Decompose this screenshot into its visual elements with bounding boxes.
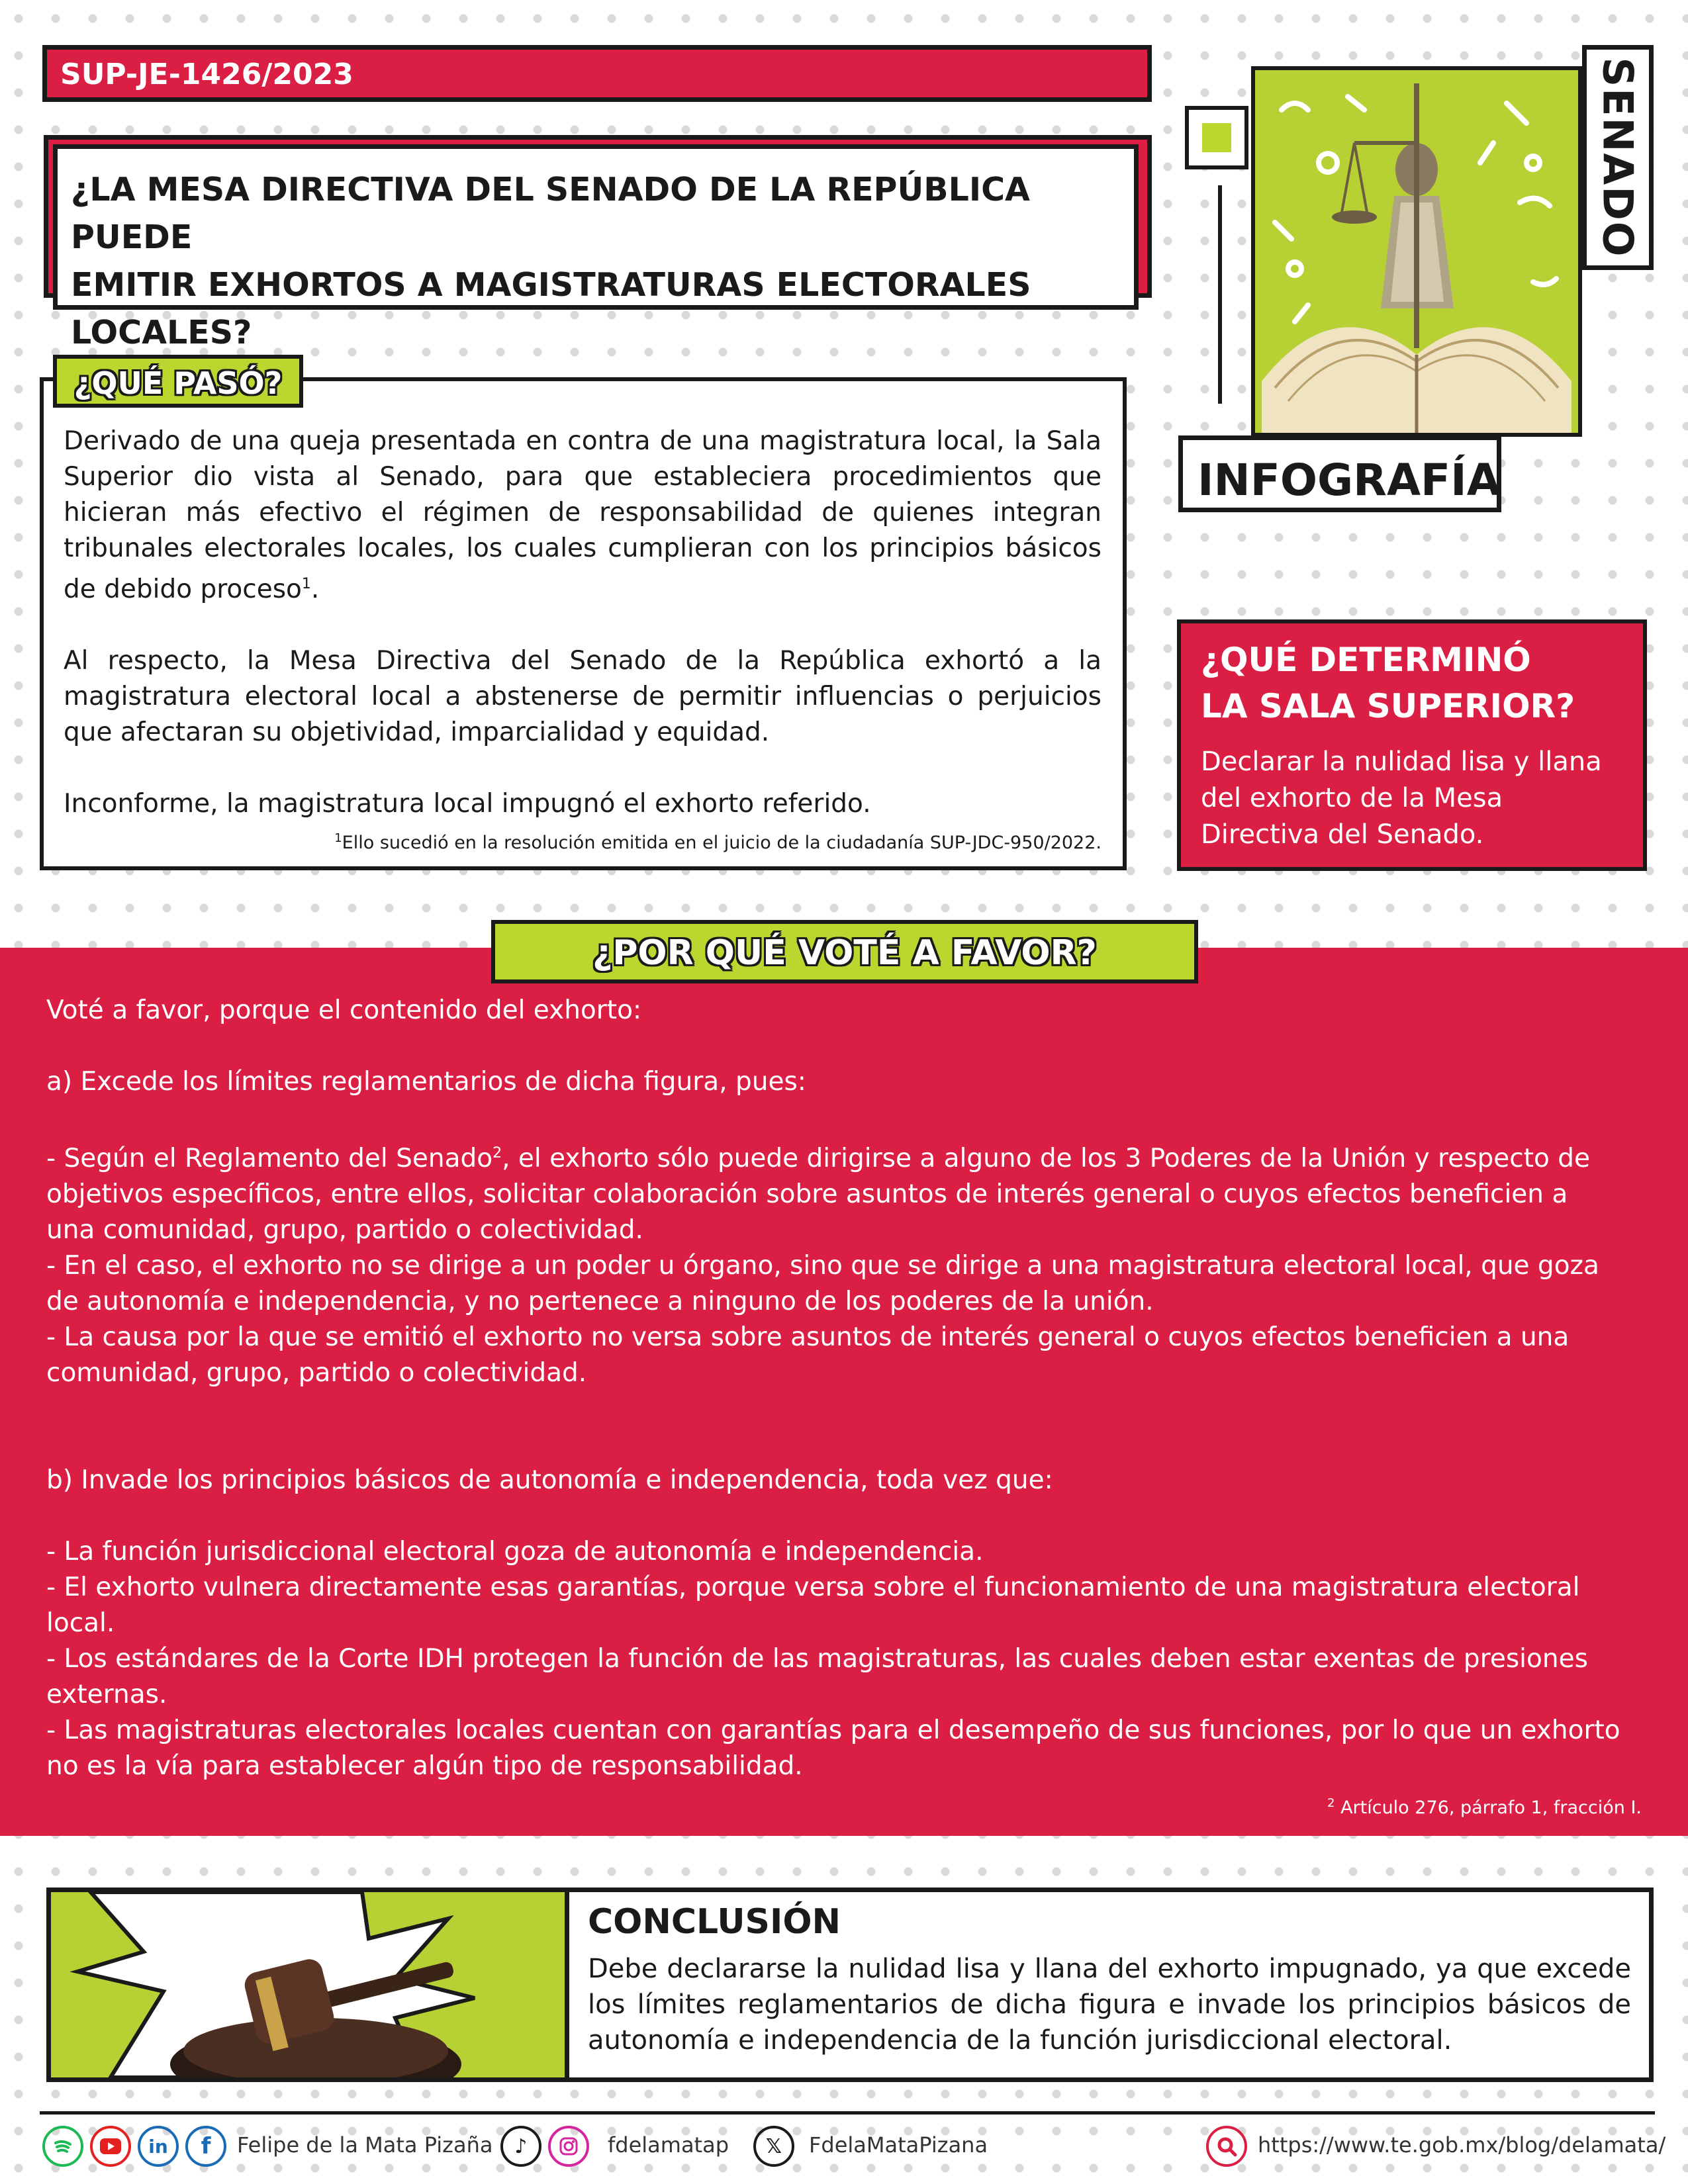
vote-a-item-3-line-2: comunidad, grupo, partido o colectividad.	[46, 1358, 587, 1388]
paragraph-1-text: Derivado de una queja presentada en contra de una magistratura local, la Sala Superior dio vista al Senado, para que estableciera procedimientos que hicieran más efectivo el régimen de responsabilidad de quienes integran tribunales electorales locales, los cuales cumplieran con los principios básicos de debido proceso	[64, 426, 1102, 604]
determination-text: Declarar la nulidad lisa y llana del exhorto de la Mesa Directiva del Senado.	[1201, 747, 1602, 850]
instagram-icon[interactable]	[548, 2126, 589, 2167]
vote-tag	[491, 920, 1198, 983]
decorative-line	[1218, 185, 1222, 404]
vote-b-item-1: - La función jurisdiccional electoral goza de autonomía e independencia.	[46, 1537, 984, 1567]
youtube-icon[interactable]	[90, 2126, 131, 2167]
footnote-1-text: Ello sucedió en la resolución emitida en el juicio de la ciudadanía SUP-JDC-950/2022.	[342, 833, 1102, 853]
vote-b-item-2-line-1: - El exhorto vulnera directamente esas garantías, porque versa sobre el funcionamiento de una magistratura electoral	[46, 1572, 1580, 1602]
footnote-1	[334, 831, 1102, 853]
vote-tag-label: ¿POR QUÉ VOTÉ A FAVOR?	[592, 933, 1097, 973]
x-icon[interactable]: 𝕏	[753, 2126, 794, 2167]
vote-a-item-1-line-3: una comunidad, grupo, partido o colectividad.	[46, 1215, 643, 1245]
decorative-square-fill	[1202, 123, 1231, 152]
case-number: SUP-JE-1426/2023	[60, 58, 353, 91]
footer-name: Felipe de la Mata Pizaña	[237, 2132, 493, 2158]
conclusion-title: CONCLUSIÓN	[588, 1902, 841, 1942]
what-happened-paragraph-2: Al respecto, la Mesa Directiva del Senado de la República exhortó a la magistratura electoral local a abstenerse de permitir influencias o perjuicios que afectaran su objetividad, imparcialidad y equidad.	[64, 646, 1102, 747]
vote-a-item-1-line-2: objetivos específicos, entre ellos, solicitar colaboración sobre asuntos de interés general o cuyos efectos beneficien a	[46, 1179, 1568, 1209]
footnote-1-mark: 1	[334, 831, 342, 845]
case-number-bar	[42, 45, 1152, 102]
question-line-1: ¿LA MESA DIRECTIVA DEL SENADO DE LA REPÚBLICA PUEDE	[71, 171, 1030, 256]
question-box	[53, 144, 1139, 351]
question-line-3: LOCALES?	[71, 314, 252, 351]
footer-x-handle: FdelaMataPizana	[809, 2132, 988, 2158]
vote-b-item-4-line-2: no es la vía para establecer algún tipo de responsabilidad.	[46, 1751, 803, 1781]
vote-a-item-2-line-1: - En el caso, el exhorto no se dirige a un poder u órgano, sino que se dirige a una magistratura electoral local, que goza	[46, 1251, 1599, 1281]
senado-label-text: SENADO	[1593, 57, 1642, 258]
gavel-illustration	[51, 1892, 565, 2077]
vote-a-item-1-line-1	[46, 1136, 1648, 1177]
infografia-label	[1178, 435, 1501, 512]
facebook-icon[interactable]: f	[185, 2126, 226, 2167]
vote-b-item-3-line-1: - Los estándares de la Corte IDH protegen la función de las magistraturas, las cuales deben estar exentas de presiones	[46, 1644, 1588, 1674]
infografia-label-text: INFOGRAFÍA	[1197, 455, 1501, 506]
search-icon[interactable]	[1206, 2126, 1247, 2167]
vote-b-item-4-line-1: - Las magistraturas electorales locales cuentan con garantías para el desempeño de sus funciones, por lo que un exhorto	[46, 1715, 1620, 1745]
footnote-ref-1: 1	[301, 576, 311, 592]
tiktok-icon[interactable]: ♪	[500, 2126, 541, 2167]
determination-title	[1201, 637, 1623, 729]
vote-intro: Voté a favor, porque el contenido del exhorto:	[46, 995, 642, 1025]
what-happened-paragraph-1	[64, 424, 1102, 608]
question-line-2: EMITIR EXHORTOS A MAGISTRATURAS ELECTORALES	[71, 266, 1031, 304]
paragraph-1-end: .	[310, 574, 320, 604]
vote-a-item-1-end: , el exhorto sólo puede dirigirse a alguno de los 3 Poderes de la Unión y respecto de	[502, 1144, 1591, 1173]
linkedin-icon[interactable]: in	[138, 2126, 179, 2167]
footnote-2	[1327, 1796, 1642, 1818]
footer-handle: fdelamatap	[608, 2132, 729, 2158]
conclusion-text: Debe declararse la nulidad lisa y llana del exhorto impugnado, ya que excede los límites reglamentarios de dicha figura e invade los principios básicos de autonomía e independencia de la función jurisdiccional electoral.	[588, 1954, 1631, 2056]
determination-title-line-2: LA SALA SUPERIOR?	[1201, 687, 1575, 725]
vote-body	[46, 993, 1648, 1784]
what-happened-paragraph-3: Inconforme, la magistratura local impugnó el exhorto referido.	[64, 789, 871, 819]
footer-divider	[40, 2111, 1655, 2115]
justice-statue-image	[1251, 66, 1582, 437]
footnote-2-mark: 2	[1327, 1796, 1335, 1810]
what-happened-tag	[53, 355, 303, 408]
vote-b-item-2-line-2: local.	[46, 1608, 115, 1638]
what-happened-box	[40, 377, 1127, 870]
gavel-image	[46, 1888, 569, 2082]
footnote-ref-2: 2	[492, 1145, 502, 1161]
determination-title-line-1: ¿QUÉ DETERMINÓ	[1201, 641, 1531, 679]
justice-book-illustration	[1255, 70, 1578, 433]
footer-url[interactable]: https://www.te.gob.mx/blog/delamata/	[1258, 2132, 1666, 2158]
vote-b-item-3-line-2: externas.	[46, 1680, 167, 1709]
vote-a-heading: a) Excede los límites reglamentarios de dicha figura, pues:	[46, 1067, 806, 1097]
vote-a-item-3-line-1: - La causa por la que se emitió el exhorto no versa sobre asuntos de interés general o cuyos efectos beneficien a una	[46, 1322, 1570, 1352]
vote-b-heading: b) Invade los principios básicos de autonomía e independencia, toda vez que:	[46, 1465, 1053, 1495]
what-happened-tag-label: ¿QUÉ PASÓ?	[73, 365, 283, 401]
determination-box	[1177, 619, 1647, 871]
senado-label	[1582, 45, 1654, 270]
footnote-2-text: Artículo 276, párrafo 1, fracción I.	[1340, 1797, 1642, 1818]
vote-a-item-2-line-2: de autonomía e independencia, y no pertenece a ninguno de los poderes de la unión.	[46, 1287, 1154, 1316]
spotify-icon[interactable]	[42, 2126, 83, 2167]
vote-a-item-1-start: - Según el Reglamento del Senado	[46, 1144, 493, 1173]
